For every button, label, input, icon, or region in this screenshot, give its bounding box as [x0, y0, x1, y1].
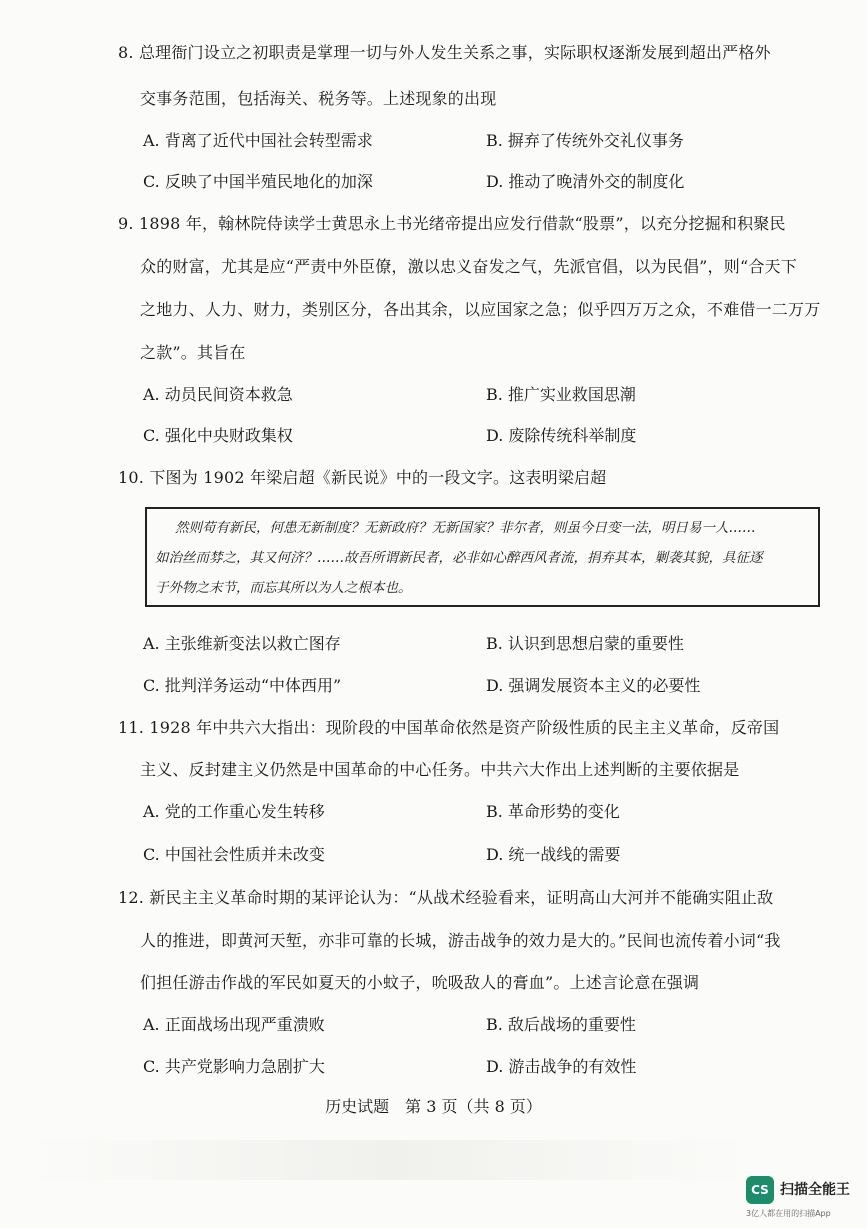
question-9-option-b: B. 推广实业救国思潮 — [486, 385, 636, 404]
question-8-line-1: 8. 总理衙门设立之初职责是掌理一切与外人发生关系之事，实际职权逐渐发展到超出严格外 — [118, 43, 771, 62]
camscanner-logo-icon: CS — [746, 1176, 774, 1204]
question-8-option-b: B. 摒弃了传统外交礼仪事务 — [486, 131, 684, 150]
question-8-option-c: C. 反映了中国半殖民地化的加深 — [143, 172, 373, 191]
question-12-line-1: 12. 新民主主义革命时期的某评论认为：“从战术经验看来，证明高山大河并不能确实阻止敌 — [118, 888, 774, 907]
question-11-line-1: 11. 1928 年中共六大指出：现阶段的中国革命依然是资产阶级性质的民主主义革命，反帝国 — [118, 718, 780, 737]
question-9-option-c: C. 强化中央财政集权 — [143, 426, 293, 445]
question-9-line-1: 9. 1898 年，翰林院侍读学士黄思永上书光绪帝提出应发行借款“股票”，以充分挖掘和积聚民 — [118, 214, 786, 233]
question-12-option-a: A. 正面战场出现严重溃败 — [143, 1015, 325, 1034]
question-12-line-2: 人的推进，即黄河天堑，亦非可靠的长城，游击战争的效力是大的。”民间也流传着小词“我 — [140, 931, 781, 950]
scan-smudge — [30, 1140, 750, 1180]
question-12-option-c: C. 共产党影响力急剧扩大 — [143, 1057, 325, 1076]
question-11-line-2: 主义、反封建主义仍然是中国革命的中心任务。中共六大作出上述判断的主要依据是 — [140, 760, 740, 779]
question-10-option-d: D. 强调发展资本主义的必要性 — [486, 676, 701, 695]
quote-line-1: 然则苟有新民，何患无新制度？无新政府？无新国家？非尔者，则虽今日变一法，明日易一人…… — [175, 520, 756, 536]
question-10-option-c: C. 批判洋务运动“中体西用” — [143, 676, 342, 695]
question-8-line-2: 交事务范围，包括海关、税务等。上述现象的出现 — [140, 89, 497, 108]
question-8-option-d: D. 推动了晚清外交的制度化 — [486, 172, 685, 191]
question-11-option-b: B. 革命形势的变化 — [486, 802, 620, 821]
question-9-option-d: D. 废除传统科举制度 — [486, 426, 637, 445]
watermark-tagline: 3亿人都在用的扫描App — [746, 1209, 831, 1218]
quote-line-3: 于外物之末节，而忘其所以为人之根本也。 — [155, 580, 412, 596]
quote-box — [145, 507, 820, 607]
question-9-option-a: A. 动员民间资本救急 — [143, 385, 293, 404]
question-12-line-3: 们担任游击作战的军民如夏天的小蚊子，吮吸敌人的膏血”。上述言论意在强调 — [140, 973, 700, 992]
question-9-line-4: 之款”。其旨在 — [140, 343, 246, 362]
question-12-option-d: D. 游击战争的有效性 — [486, 1057, 637, 1076]
question-11-option-a: A. 党的工作重心发生转移 — [143, 802, 325, 821]
question-10-option-b: B. 认识到思想启蒙的重要性 — [486, 634, 684, 653]
question-8-option-a: A. 背离了近代中国社会转型需求 — [143, 131, 373, 150]
question-10-option-a: A. 主张维新变法以救亡图存 — [143, 634, 341, 653]
watermark-name: 扫描全能王 — [780, 1182, 850, 1198]
question-9-line-3: 之地力、人力、财力，类别区分，各出其余，以应国家之急；似乎四万万之众，不难借一二万万 — [140, 300, 821, 319]
question-11-option-c: C. 中国社会性质并未改变 — [143, 845, 325, 864]
question-9-line-2: 众的财富，尤其是应“严责中外臣僚，激以忠义奋发之气，先派官倡，以为民倡”，则“合天下 — [140, 257, 797, 276]
quote-line-2: 如治丝而棼之，其又何济？……故吾所谓新民者，必非如心醉西风者流，捐弃其本，剿袭其貌，具征逐 — [155, 550, 763, 566]
scanner-watermark — [746, 1176, 858, 1222]
question-10-line-1: 10. 下图为 1902 年梁启超《新民说》中的一段文字。这表明梁启超 — [118, 468, 607, 487]
page-footer: 历史试题 第 3 页（共 8 页） — [325, 1097, 542, 1116]
question-12-option-b: B. 敌后战场的重要性 — [486, 1015, 636, 1034]
question-11-option-d: D. 统一战线的需要 — [486, 845, 621, 864]
